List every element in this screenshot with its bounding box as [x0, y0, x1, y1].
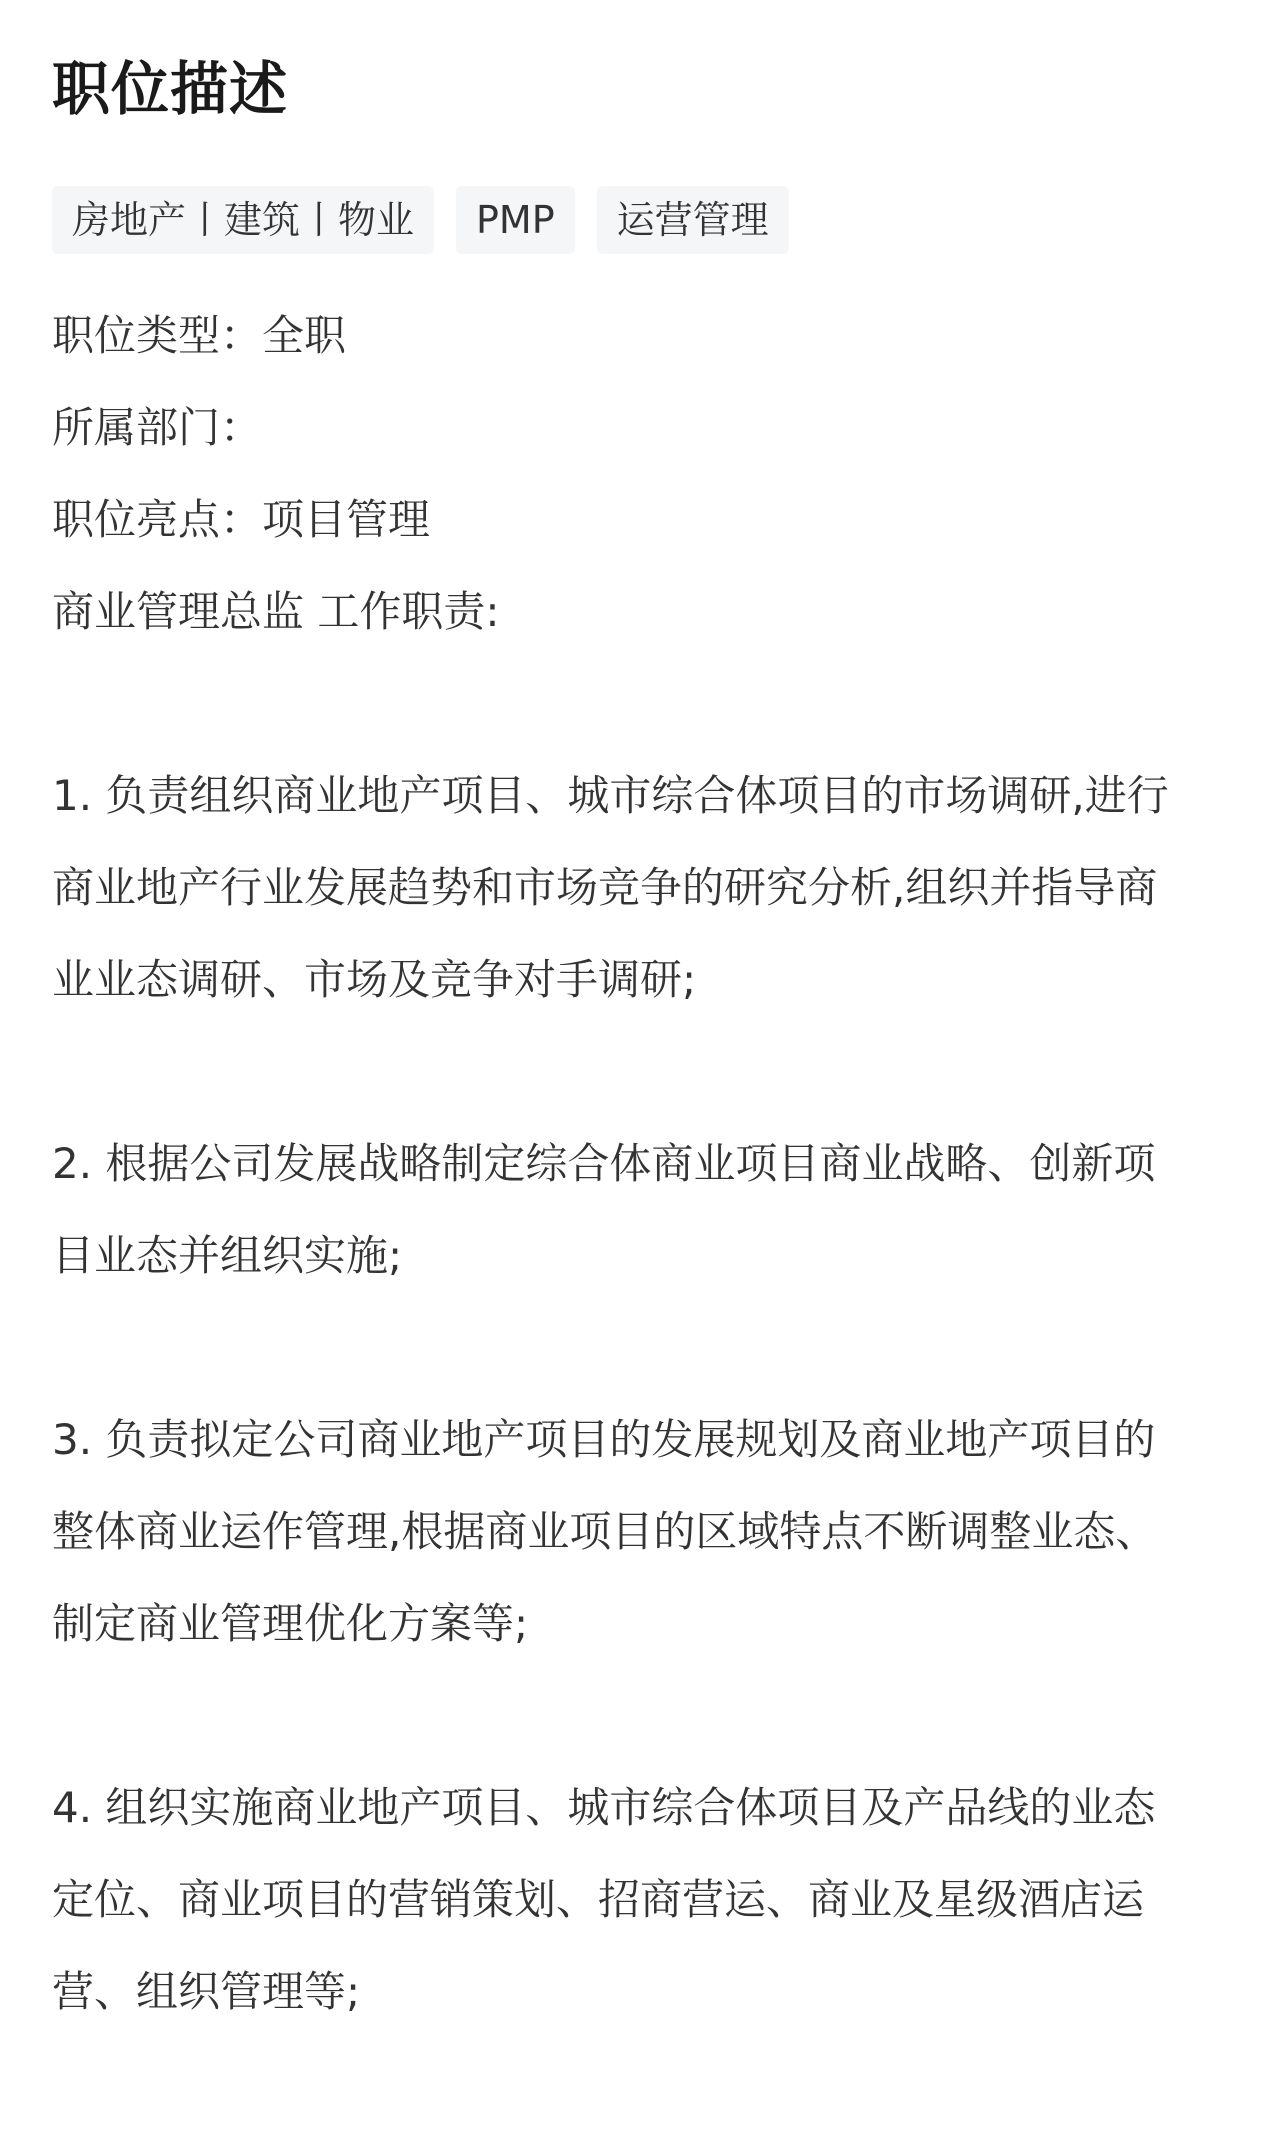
- responsibility-line: 制定商业管理优化方案等;: [52, 1599, 529, 1648]
- tag-list: [52, 186, 789, 254]
- job-type: 职位类型：全职: [52, 311, 347, 360]
- responsibility-item-1: [52, 750, 1242, 1026]
- responsibility-line: 1. 负责组织商业地产项目、城市综合体项目的市场调研,进行: [52, 771, 1169, 820]
- responsibilities-heading: 商业管理总监 工作职责:: [52, 587, 500, 636]
- responsibility-line: 商业地产行业发展趋势和市场竞争的研究分析,组织并指导商: [52, 863, 1158, 912]
- tag-operations[interactable]: 运营管理: [597, 186, 789, 254]
- department: 所属部门：: [52, 403, 263, 452]
- section-title: 职位描述: [52, 55, 289, 123]
- responsibility-line: 定位、商业项目的营销策划、招商营运、商业及星级酒店运: [52, 1875, 1145, 1924]
- responsibility-line: 营、组织管理等;: [52, 1967, 361, 2016]
- responsibilities-list: [52, 750, 1242, 2130]
- responsibility-line: 2. 根据公司发展战略制定综合体商业项目商业战略、创新项: [52, 1139, 1156, 1188]
- responsibility-line: 3. 负责拟定公司商业地产项目的发展规划及商业地产项目的: [52, 1415, 1156, 1464]
- tag-industry[interactable]: 房地产丨建筑丨物业: [52, 186, 434, 254]
- responsibility-line: 目业态并组织实施;: [52, 1231, 403, 1280]
- responsibility-line: 业业态调研、市场及竞争对手调研;: [52, 955, 697, 1004]
- tag-pmp[interactable]: PMP: [456, 186, 575, 254]
- responsibility-item-4: [52, 1762, 1242, 2038]
- job-highlights: 职位亮点：项目管理: [52, 495, 431, 544]
- job-meta: [52, 290, 500, 658]
- responsibility-item-3: [52, 1394, 1242, 1670]
- responsibility-item-2: [52, 1118, 1242, 1302]
- responsibility-line: 4. 组织实施商业地产项目、城市综合体项目及产品线的业态: [52, 1783, 1156, 1832]
- responsibility-line: 整体商业运作管理,根据商业项目的区域特点不断调整业态、: [52, 1507, 1158, 1556]
